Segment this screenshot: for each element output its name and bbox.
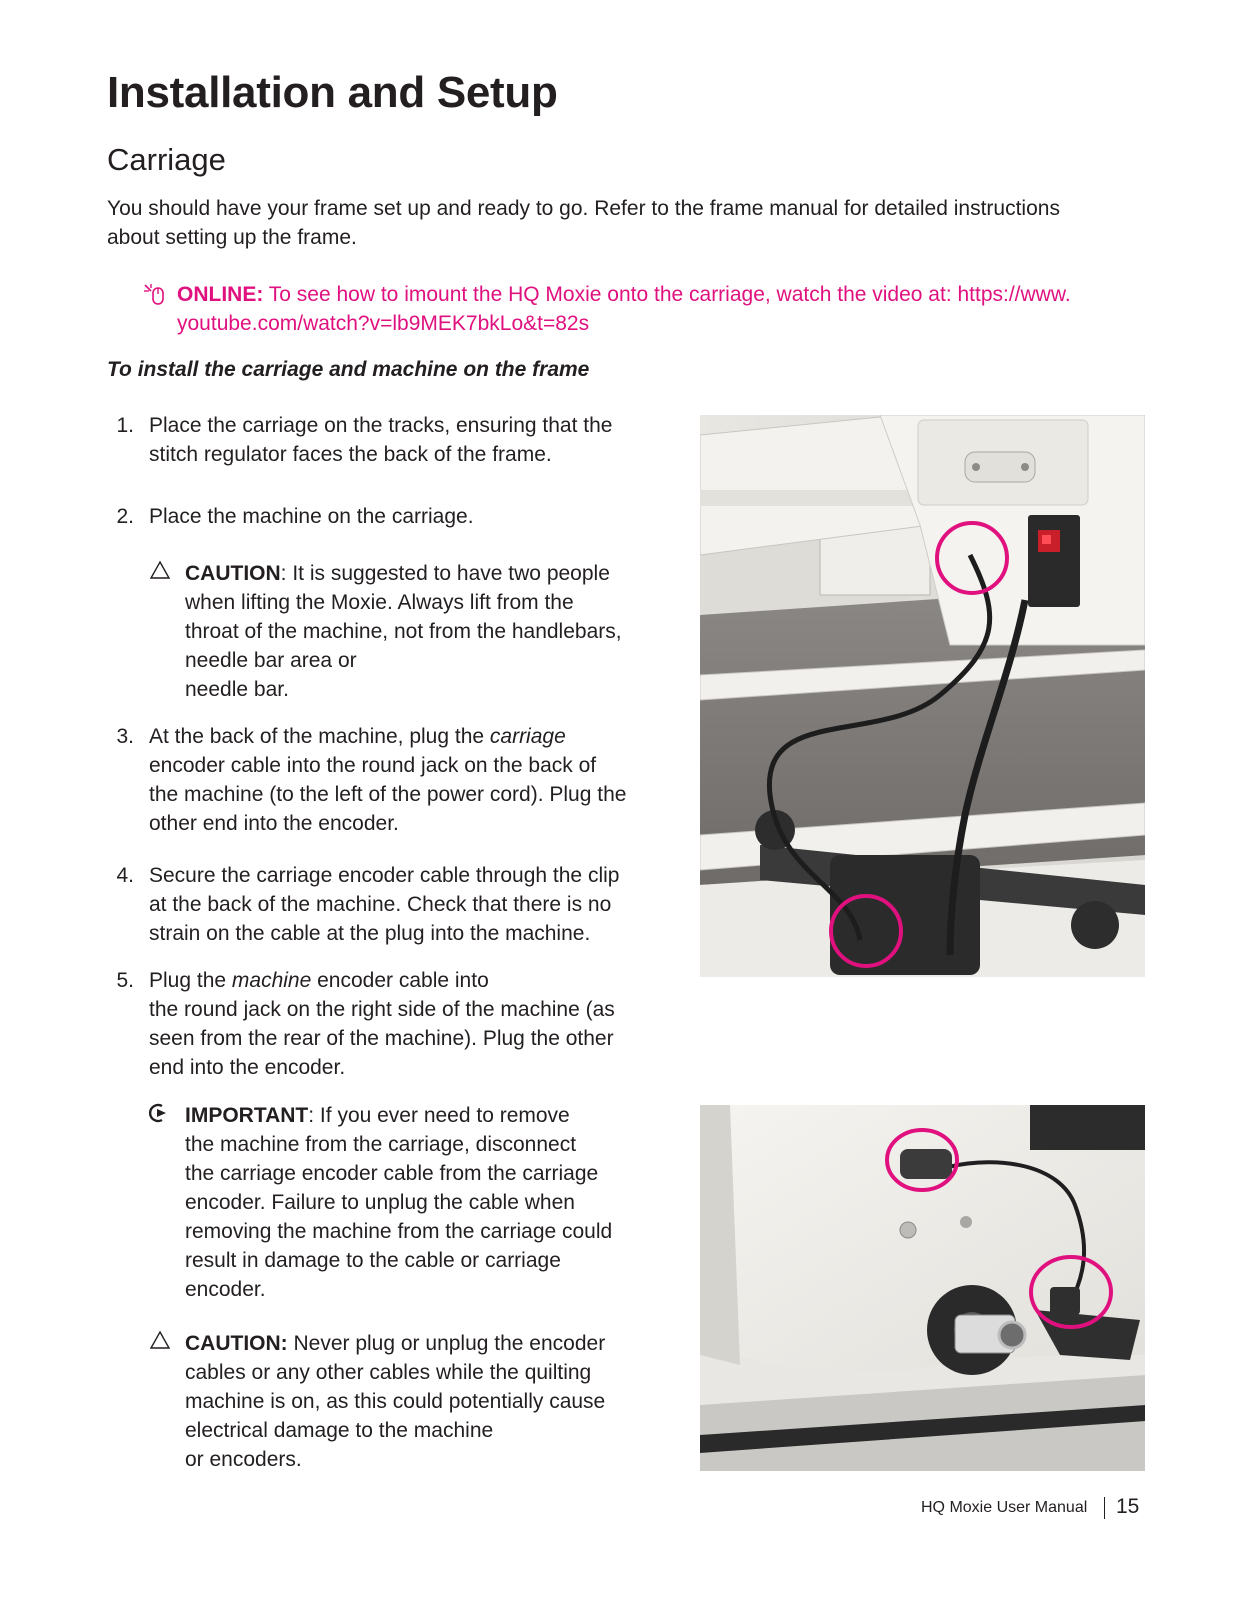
online-label: ONLINE: <box>177 283 264 306</box>
step-number: 5. <box>116 969 134 992</box>
step-line: the machine (to the left of the power cord). Plug the <box>149 783 627 806</box>
caution-line: cables or any other cables while the quilting <box>185 1361 592 1384</box>
important-line: encoder. <box>185 1278 266 1301</box>
footer-manual-name: HQ Moxie User Manual <box>921 1499 1088 1516</box>
online-link[interactable]: youtube.com/watch?v=lb9MEK7bkLo&t=82s <box>177 312 590 335</box>
caution-line: needle bar. <box>185 678 289 701</box>
intro-paragraph: You should have your frame set up and ready to go. Refer to the frame manual for detailed instructions about setting up the frame. <box>107 197 1060 249</box>
step-1-text <box>149 411 669 469</box>
step-line: at the back of the machine. Check that there is no <box>149 893 612 916</box>
step-line: end into the encoder. <box>149 1056 346 1079</box>
step-line: strain on the cable at the plug into the machine. <box>149 922 591 945</box>
step-line: At the back of the machine, plug the <box>149 725 490 748</box>
caution-line: : It is suggested to have two people <box>280 562 610 585</box>
step-emphasis: carriage <box>489 725 566 748</box>
footer-divider <box>1104 1497 1105 1519</box>
section-title: Carriage <box>107 142 226 177</box>
step-number: 4. <box>116 864 134 887</box>
caution-note <box>185 1329 665 1474</box>
step-number: 2. <box>116 505 134 528</box>
online-note <box>177 280 1137 338</box>
mouse-pointer-icon <box>142 282 168 308</box>
encoder-photo <box>700 1105 1145 1471</box>
arrow-right-icon <box>147 1102 171 1130</box>
step-line: Secure the carriage encoder cable through the clip <box>149 864 620 887</box>
step-line: the round jack on the right side of the machine (as <box>149 998 615 1021</box>
important-line: : If you ever need to remove <box>308 1104 570 1127</box>
step-line: encoder cable into <box>311 969 489 992</box>
step-number: 1. <box>116 414 134 437</box>
important-line: removing the machine from the carriage could <box>185 1220 613 1243</box>
warning-triangle-icon <box>148 560 172 586</box>
page-title: Installation and Setup <box>107 68 558 117</box>
carriage-photo <box>700 415 1145 977</box>
page-number: 15 <box>1116 1495 1140 1518</box>
step-5-text <box>149 966 669 1082</box>
step-emphasis: machine <box>231 969 312 992</box>
caution-line: or encoders. <box>185 1448 302 1471</box>
step-4-text <box>149 861 669 948</box>
step-line: encoder cable into the round jack on the back of <box>149 754 597 777</box>
step-line: seen from the rear of the machine). Plug the other <box>149 1027 614 1050</box>
caution-line: when lifting the Moxie. Always lift from the <box>185 591 574 614</box>
caution-line: Never plug or unplug the encoder <box>287 1332 606 1355</box>
step-line: Plug the <box>149 969 232 992</box>
important-label: IMPORTANT <box>185 1104 309 1127</box>
step-line: Place the carriage on the tracks, ensuring that the <box>149 414 613 437</box>
caution-label: CAUTION: <box>185 1332 288 1355</box>
caution-line: needle bar area or <box>185 649 357 672</box>
step-number: 3. <box>116 725 134 748</box>
online-text: To see how to imount the HQ Moxie onto the carriage, watch the video at: https://www. <box>263 283 1071 306</box>
caution-line: throat of the machine, not from the handlebars, <box>185 620 622 643</box>
step-3-text <box>149 722 669 838</box>
important-line: encoder. Failure to unplug the cable when <box>185 1191 575 1214</box>
caution-line: machine is on, as this could potentially cause <box>185 1390 606 1413</box>
step-line: stitch regulator faces the back of the frame. <box>149 443 552 466</box>
step-line: other end into the encoder. <box>149 812 399 835</box>
important-line: result in damage to the cable or carriage <box>185 1249 561 1272</box>
caution-note <box>185 559 665 704</box>
warning-triangle-icon <box>148 1330 172 1356</box>
important-note <box>185 1101 665 1304</box>
procedure-title: To install the carriage and machine on the frame <box>107 358 590 381</box>
step-2-text: Place the machine on the carriage. <box>149 505 474 528</box>
caution-line: electrical damage to the machine <box>185 1419 494 1442</box>
important-line: the carriage encoder cable from the carriage <box>185 1162 599 1185</box>
important-line: the machine from the carriage, disconnect <box>185 1133 577 1156</box>
caution-label: CAUTION <box>185 562 281 585</box>
